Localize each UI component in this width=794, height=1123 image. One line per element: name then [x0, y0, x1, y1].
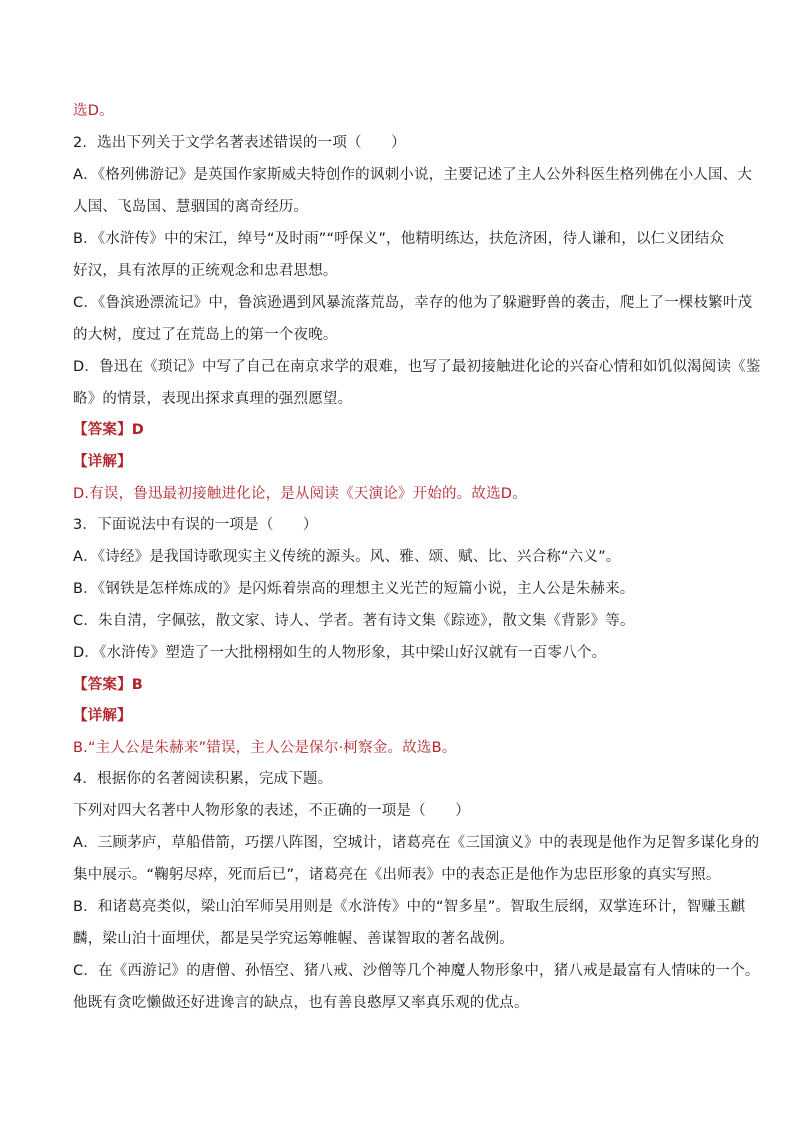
text-line: B．和诸葛亮类似，梁山泊军师吴用则是《水浒传》中的“智多星”。智取生辰纲，双掌连环计，智赚玉麒 [73, 899, 746, 915]
text-line: C．朱自清，字佩弦，散文家、诗人、学者。著有诗文集《踪迹》，散文集《背影》等。 [73, 613, 635, 629]
answer-label: 【答案】B [73, 677, 144, 693]
explanation-text: D.有误，鲁迅最初接触进化论，是从阅读《天演论》开始的。故选D。 [73, 486, 527, 502]
text-line: 集中展示。“鞠躬尽瘁，死而后已”，诸葛亮在《出师表》中的表态正是他作为忠臣形象的真实写照。 [73, 867, 721, 883]
text-line: 好汉，具有浓厚的正统观念和忠君思想。 [73, 263, 338, 279]
text-line: C．《鲁滨逊漂流记》中，鲁滨逊遇到风暴流落荒岛，幸存的他为了躲避野兽的袭击，爬上了一棵枝繁叶茂 [73, 295, 753, 311]
text-line: D．鲁迅在《琐记》中写了自己在南京求学的艰难，也写了最初接触进化论的兴奋心情和如饥似渴阅读《鉴 [73, 359, 761, 375]
text-line: 麟，梁山泊十面埋伏，都是吴学究运筹帷幄、善谋智取的著名战例。 [73, 931, 514, 947]
explanation-label: 【详解】 [73, 708, 132, 724]
text-line: 人国、飞岛国、慧骃国的离奇经历。 [73, 199, 309, 215]
text-line: 略》的情景，表现出探求真理的强烈愿望。 [73, 391, 353, 407]
answer-label: 【答案】D [73, 422, 145, 438]
text-line: 选D。 [73, 103, 114, 119]
text-line: D．《水浒传》塑造了一大批栩栩如生的人物形象，其中梁山好汉就有一百零八个。 [73, 645, 607, 661]
text-line: A．《诗经》是我国诗歌现实主义传统的源头。风、雅、颂、赋、比、兴合称“六义”。 [73, 549, 621, 565]
text-line: A．三顾茅庐，草船借箭，巧摆八阵图，空城计，诸葛亮在《三国演义》中的表现是他作为足智多谋化身的 [73, 835, 760, 851]
text-line: B．《水浒传》中的宋江，绰号“及时雨”“呼保义”，他精明练达，扶危济困，待人谦和，以仁义团结众 [73, 231, 725, 247]
text-line: 下列对四大名著中人物形象的表述，不正确的一项是（ ） [73, 803, 470, 819]
text-line: A．《格列佛游记》是英国作家斯威夫特创作的讽刺小说，主要记述了主人公外科医生格列佛在小人国、大 [73, 167, 753, 183]
explanation-label: 【详解】 [73, 454, 132, 470]
text-line: 4．根据你的名著阅读积累，完成下题。 [73, 771, 333, 787]
text-line: B．《钢铁是怎样炼成的》是闪烁着崇高的理想主义光芒的短篇小说，主人公是朱赫来。 [73, 581, 635, 597]
text-line: 2．选出下列关于文学名著表述错误的一项（ ） [73, 135, 406, 151]
text-line: 3．下面说法中有误的一项是（ ） [73, 517, 318, 533]
text-line: 的大树，度过了在荒岛上的第一个夜晚。 [73, 327, 338, 343]
text-line: C．在《西游记》的唐僧、孙悟空、猪八戒、沙僧等几个神魔人物形象中，猪八戒是最富有人情味的一个。 [73, 963, 760, 979]
text-line: 他既有贪吃懒做还好进谗言的缺点，也有善良憨厚又率真乐观的优点。 [73, 995, 529, 1011]
explanation-text: B.“主人公是朱赫来”错误，主人公是保尔·柯察金。故选B。 [73, 740, 457, 756]
